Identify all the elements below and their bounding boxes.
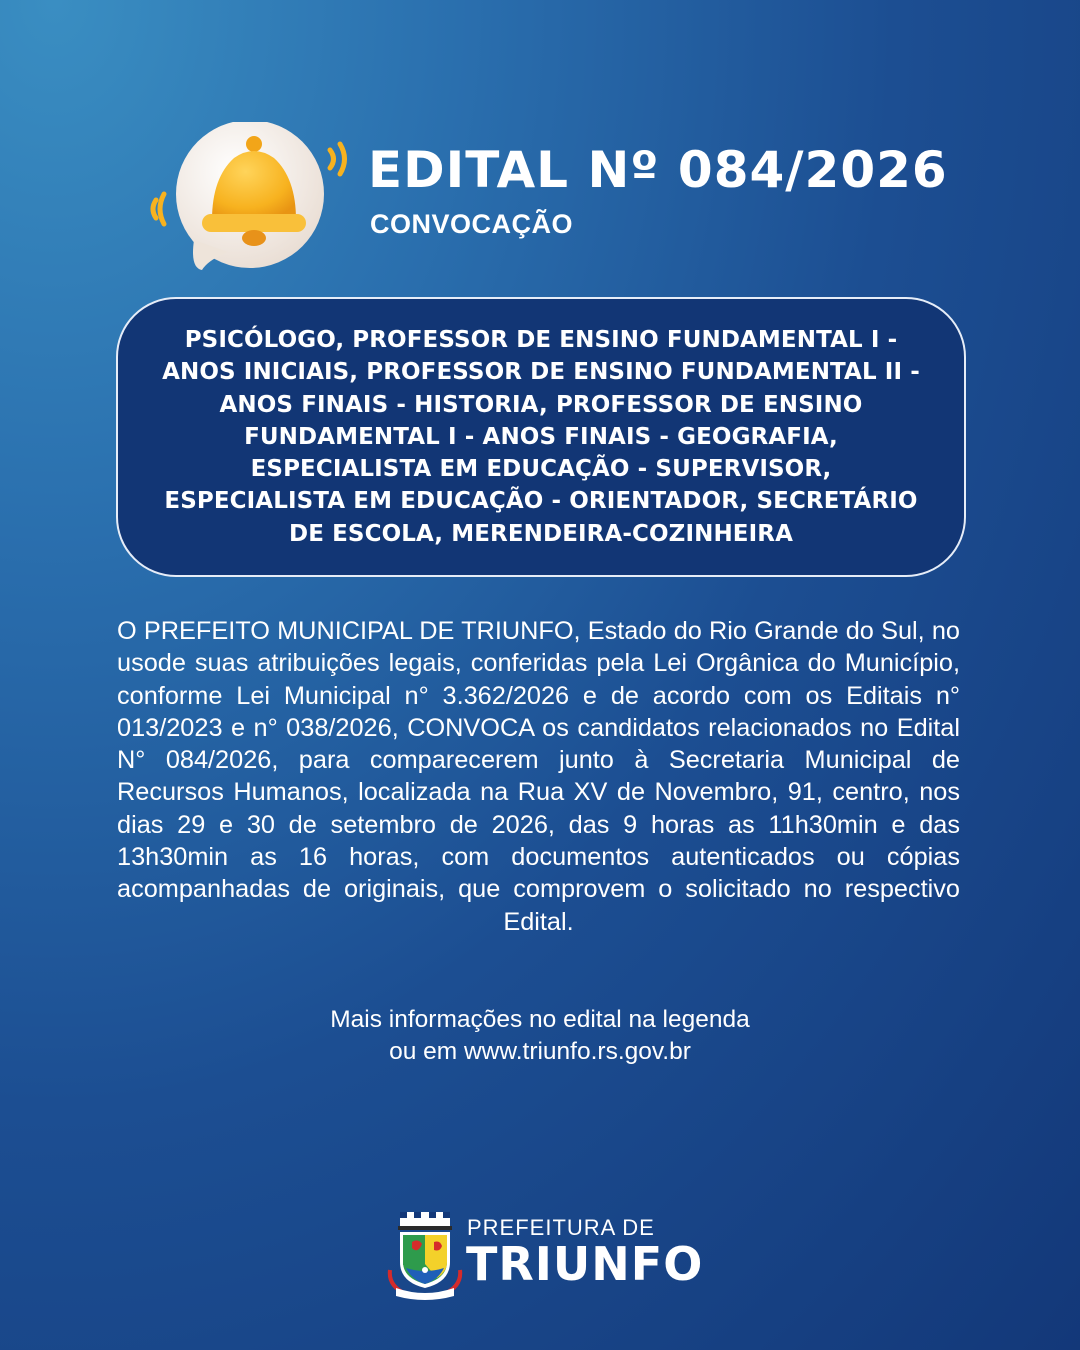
more-info: [140, 1004, 940, 1068]
more-info-line1: Mais informações no edital na legenda: [330, 1006, 750, 1033]
more-info-line2: ou em www.triunfo.rs.gov.br: [389, 1038, 691, 1065]
convocation-text: O PREFEITO MUNICIPAL DE TRIUNFO, Estado do Rio Grande do Sul, no usode suas atribuições legais, conferidas pela Lei Orgânica do Município, conforme Lei Municipal n° 3.362/2026 e de acordo com os Editais n° 013/2023 e n° 038/2026, CONVOCA os candidatos relacionados no Edital N° 084/2026, para comparecerem junto à Secretaria Municipal de Recursos Humanos, localizada na Rua XV de Novembro, 91, centro, nos dias 29 e 30 de setembro de 2026, das 9 horas as 11h30min e das 13h30min as 16 horas, com documentos autenticados ou cópias acompanhadas de originais, que comprovem o solicitado no respectivo Edital.: [117, 617, 960, 936]
edital-title: EDITAL Nº 084/2026: [368, 141, 948, 199]
bell-notification-icon: [142, 122, 354, 272]
logo-triunfo: TRIUNFO: [466, 1237, 704, 1291]
logo-prefeitura-de: PREFEITURA DE: [467, 1215, 655, 1240]
positions-box: [116, 297, 966, 577]
municipal-crest-icon: [384, 1208, 466, 1300]
positions-list: PSICÓLOGO, PROFESSOR DE ENSINO FUNDAMENTAL I - ANOS INICIAIS, PROFESSOR DE ENSINO FUNDAMENTAL II - ANOS FINAIS - HISTORIA, PROFESSOR DE ENSINO FUNDAMENTAL I - ANOS FINAIS - GEOGRAFIA, ESPECIALISTA EM EDUCAÇÃO - SUPERVISOR, ESPECIALISTA EM EDUCAÇÃO - ORIENTADOR, SECRETÁRIO DE ESCOLA, MERENDEIRA-COZINHEIRA: [162, 326, 920, 547]
prefeitura-logo: [384, 1208, 704, 1304]
edital-subtitle: CONVOCAÇÃO: [370, 209, 574, 239]
